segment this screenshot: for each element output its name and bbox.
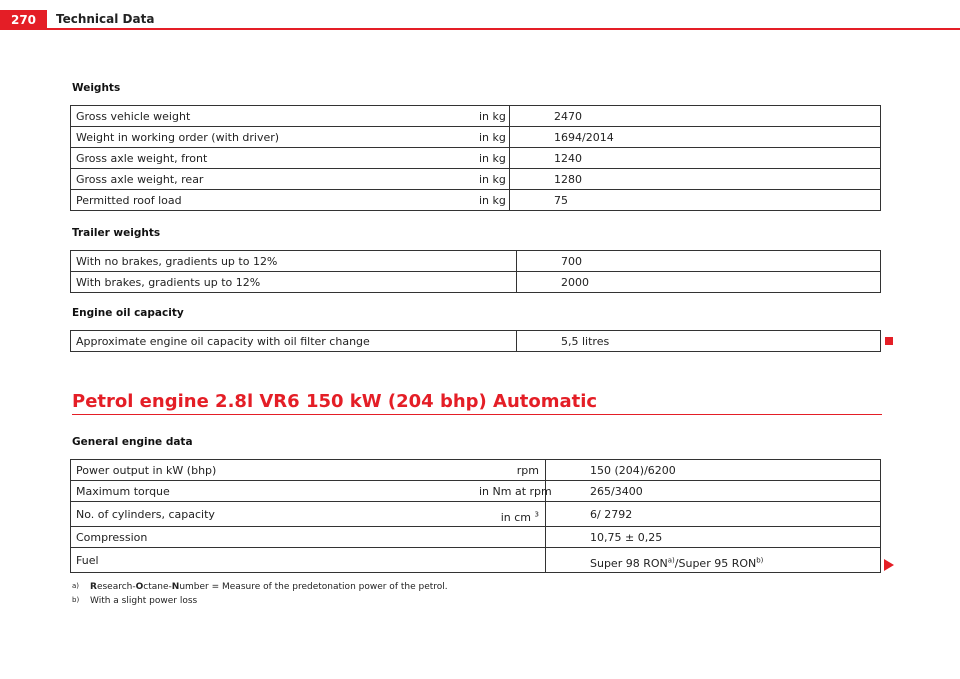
table-row: [71, 331, 881, 352]
row-label: Compression: [71, 527, 475, 548]
page-header: [0, 0, 960, 30]
row-unit: in kg: [474, 169, 510, 190]
engine-table: [70, 459, 881, 573]
footnote-bold: O: [135, 582, 144, 592]
table-row: [71, 460, 881, 481]
row-label: Weight in working order (with driver): [71, 127, 475, 148]
row-label: Gross vehicle weight: [71, 106, 475, 127]
row-value: 1240: [510, 148, 881, 169]
row-value: 5,5 litres: [517, 331, 881, 352]
footnote-ref-a: a): [667, 556, 675, 565]
footnote-text: ctane-: [143, 582, 172, 592]
row-value: 2000: [517, 272, 881, 293]
footnote-text: esearch-: [96, 582, 136, 592]
row-label: Power output in kW (bhp): [71, 460, 475, 481]
continue-arrow-icon: [884, 559, 894, 571]
table-row: [71, 527, 881, 548]
footnote-text: umber = Measure of the predetonation power of the petrol.: [179, 582, 448, 592]
row-value: 10,75 ± 0,25: [546, 527, 881, 548]
oil-heading: Engine oil capacity: [72, 307, 184, 319]
header-title: Technical Data: [56, 12, 155, 26]
footnote-bold: R: [90, 582, 97, 592]
unit-text: in cm: [500, 511, 532, 524]
row-unit: in kg: [474, 148, 510, 169]
title-rule: [72, 414, 882, 415]
section-end-marker: [885, 337, 893, 345]
row-label: No. of cylinders, capacity: [71, 502, 475, 527]
row-unit: in kg: [474, 106, 510, 127]
weights-table: [70, 105, 881, 211]
engine-heading: General engine data: [72, 436, 193, 448]
table-row: [71, 272, 881, 293]
trailer-table: [70, 250, 881, 293]
row-label: Maximum torque: [71, 481, 475, 502]
row-label: With brakes, gradients up to 12%: [71, 272, 517, 293]
row-unit: in kg: [474, 190, 510, 211]
row-unit: rpm: [474, 460, 546, 481]
row-value: 1694/2014: [510, 127, 881, 148]
row-label: Approximate engine oil capacity with oil filter change: [71, 331, 517, 352]
footnote-a: [72, 582, 448, 592]
fuel-value-part1: Super 98 RON: [590, 557, 668, 570]
row-label: Fuel: [71, 548, 475, 573]
row-value: 700: [517, 251, 881, 272]
row-label: With no brakes, gradients up to 12%: [71, 251, 517, 272]
row-value: 150 (204)/6200: [546, 460, 881, 481]
table-row: [71, 169, 881, 190]
table-row: [71, 251, 881, 272]
table-row: [71, 548, 881, 573]
table-row: [71, 481, 881, 502]
row-value: 2470: [510, 106, 881, 127]
oil-table: [70, 330, 881, 352]
footnote-mark: b): [72, 596, 80, 604]
header-rule: [47, 28, 960, 30]
fuel-value-part2: /Super 95 RON: [674, 557, 757, 570]
row-value: 1280: [510, 169, 881, 190]
row-unit: in kg: [474, 127, 510, 148]
engine-title: Petrol engine 2.8l VR6 150 kW (204 bhp) Automatic: [72, 391, 598, 412]
fuel-value: [546, 548, 881, 573]
page-number: 270: [0, 10, 47, 30]
row-value: 265/3400: [546, 481, 881, 502]
row-unit: [474, 502, 546, 527]
trailer-heading: Trailer weights: [72, 227, 161, 239]
table-row: [71, 190, 881, 211]
row-unit: [474, 548, 546, 573]
row-label: Gross axle weight, front: [71, 148, 475, 169]
row-value: 6/ 2792: [546, 502, 881, 527]
table-row: [71, 502, 881, 527]
row-label: Permitted roof load: [71, 190, 475, 211]
row-label: Gross axle weight, rear: [71, 169, 475, 190]
weights-heading: Weights: [72, 82, 121, 94]
table-row: [71, 148, 881, 169]
table-row: [71, 106, 881, 127]
footnote-text: With a slight power loss: [90, 596, 198, 606]
footnote-b: [72, 596, 197, 606]
footnote-bold: N: [171, 582, 180, 592]
row-unit: [474, 527, 546, 548]
row-unit: in Nm at rpm: [474, 481, 546, 502]
footnote-ref-b: b): [756, 556, 764, 565]
table-row: [71, 127, 881, 148]
unit-superscript: 3: [534, 510, 539, 519]
row-value: 75: [510, 190, 881, 211]
footnote-mark: a): [72, 582, 80, 590]
